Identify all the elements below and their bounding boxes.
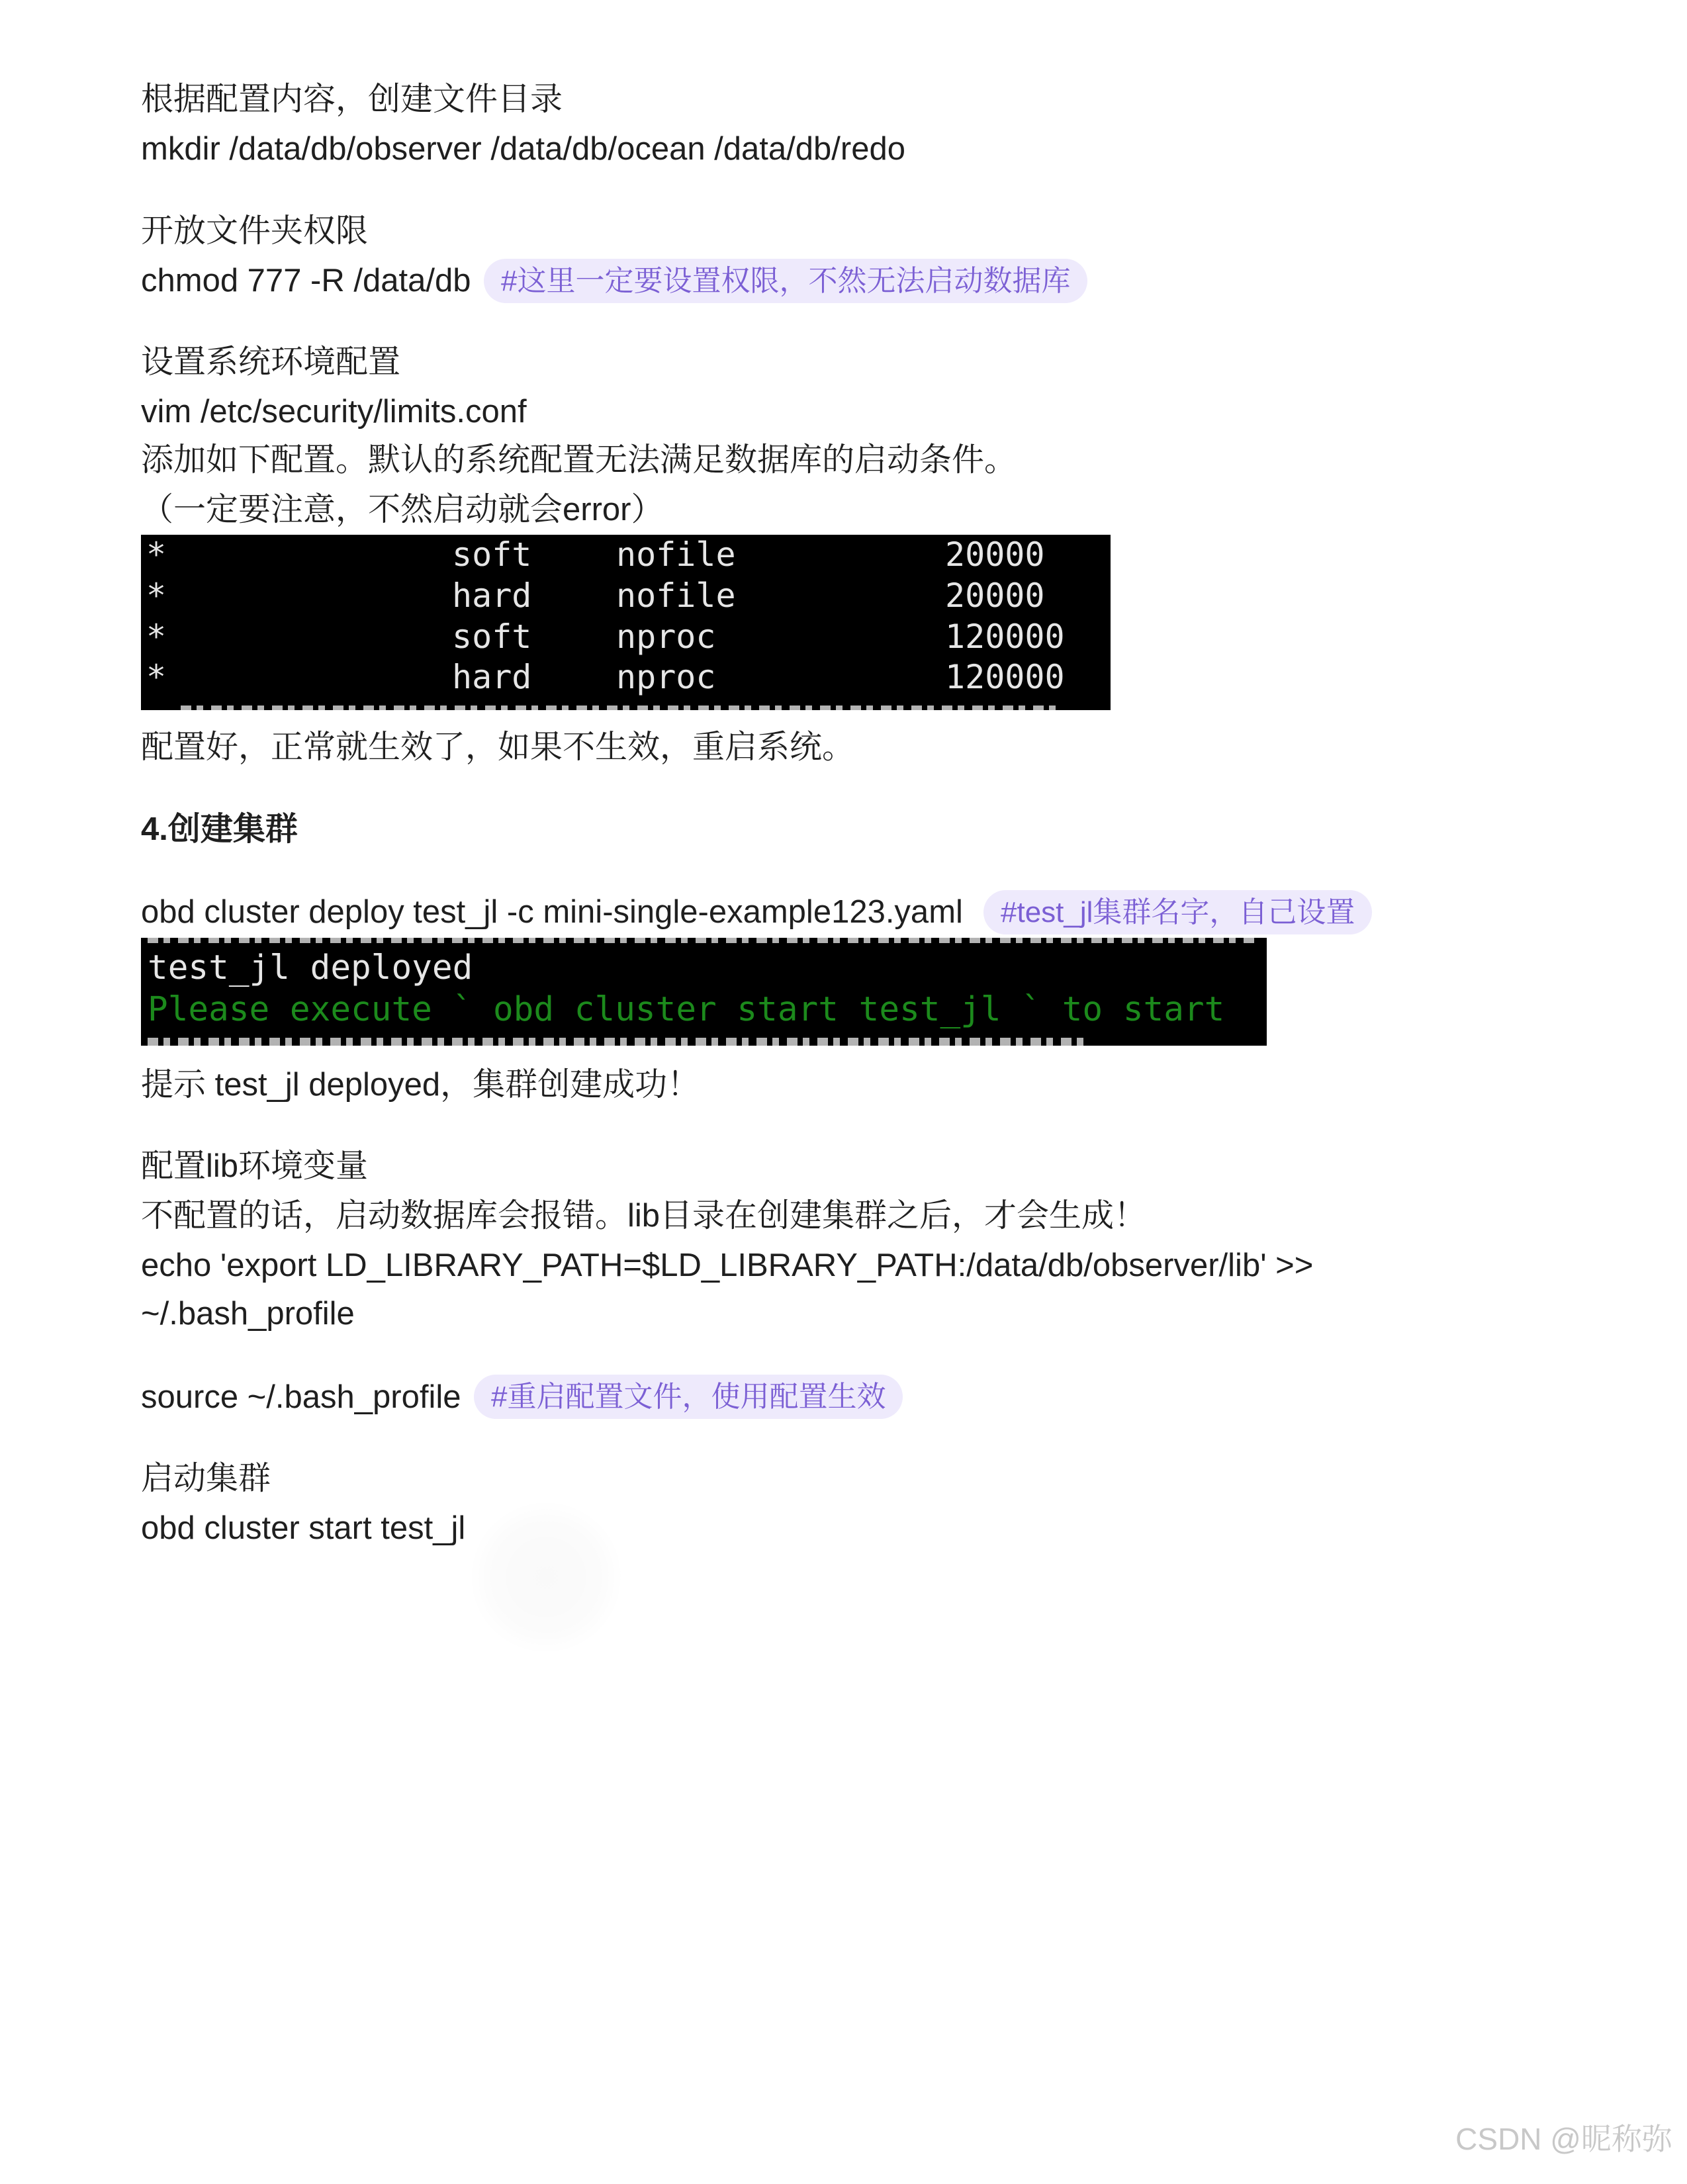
lib-description: 不配置的话，启动数据库会报错。lib目录在创建集群之后，才会生成！ [141, 1198, 1147, 1234]
lib-command-line-2: ~/.bash_profile [141, 1296, 355, 1332]
terminal-cell-domain: * [146, 535, 167, 574]
limits-heading: 设置系统环境配置 [141, 344, 401, 380]
terminal-cell-value: 20000 [945, 535, 1045, 574]
perm-command: chmod 777 -R /data/db [141, 263, 471, 298]
dirs-heading: 根据配置内容，创建文件目录 [141, 81, 563, 117]
terminal-cell-value: 20000 [945, 576, 1045, 615]
start-heading: 启动集群 [141, 1461, 271, 1496]
deploy-terminal-screenshot [141, 938, 1267, 1046]
source-note-tag: #重启配置文件，使用配置生效 [474, 1375, 903, 1419]
terminal-cell-domain: * [146, 576, 167, 615]
clipped-terminal-line [148, 1038, 1087, 1046]
perm-note-tag: #这里一定要设置权限，不然无法启动数据库 [484, 259, 1087, 303]
terminal-cell-value: 120000 [945, 658, 1065, 696]
source-command: source ~/.bash_profile [141, 1379, 461, 1415]
dirs-command: mkdir /data/db/observer /data/db/ocean /data/db/redo [141, 131, 905, 167]
terminal-deployed-line: test_jl deployed [148, 948, 473, 987]
limits-command: vim /etc/security/limits.conf [141, 394, 527, 430]
clipped-terminal-line [181, 705, 1061, 710]
terminal-cell-type: hard [452, 576, 532, 615]
limits-after-note: 配置好，正常就生效了，如果不生效，重启系统。 [141, 729, 855, 765]
lib-heading: 配置lib环境变量 [141, 1148, 369, 1184]
limits-description: 添加如下配置。默认的系统配置无法满足数据库的启动条件。 [141, 442, 1017, 478]
terminal-cell-domain: * [146, 658, 167, 696]
cluster-result: 提示 test_jl deployed，集群创建成功！ [141, 1067, 700, 1103]
terminal-cell-item: nproc [616, 658, 716, 696]
terminal-cell-type: hard [452, 658, 532, 696]
start-command: obd cluster start test_jl [141, 1510, 466, 1546]
limits-warning: （一定要注意，不然启动就会error） [141, 492, 664, 527]
watermark: CSDN @昵称弥 [1455, 2122, 1672, 2156]
terminal-cell-item: nproc [616, 617, 716, 656]
lib-command-line-1: echo 'export LD_LIBRARY_PATH=$LD_LIBRARY_PATH:/data/db/observer/lib' >> [141, 1248, 1314, 1283]
terminal-cell-type: soft [452, 617, 532, 656]
terminal-cell-item: nofile [616, 576, 736, 615]
cluster-deploy-command: obd cluster deploy test_jl -c mini-single-example123.yaml [141, 894, 963, 930]
terminal-hint-line: Please execute ` obd cluster start test_jl ` to start [148, 990, 1225, 1029]
terminal-cell-type: soft [452, 535, 532, 574]
terminal-cell-value: 120000 [945, 617, 1065, 656]
section-title: 4.创建集群 [141, 811, 298, 847]
perm-heading: 开放文件夹权限 [141, 213, 369, 249]
terminal-cell-domain: * [146, 617, 167, 656]
clipped-terminal-line [148, 938, 1259, 943]
limits-terminal-screenshot [141, 535, 1111, 710]
cluster-note-tag: #test_jl集群名字，自己设置 [983, 890, 1372, 934]
faint-circle-artifact [470, 1501, 622, 1653]
terminal-cell-item: nofile [616, 535, 736, 574]
